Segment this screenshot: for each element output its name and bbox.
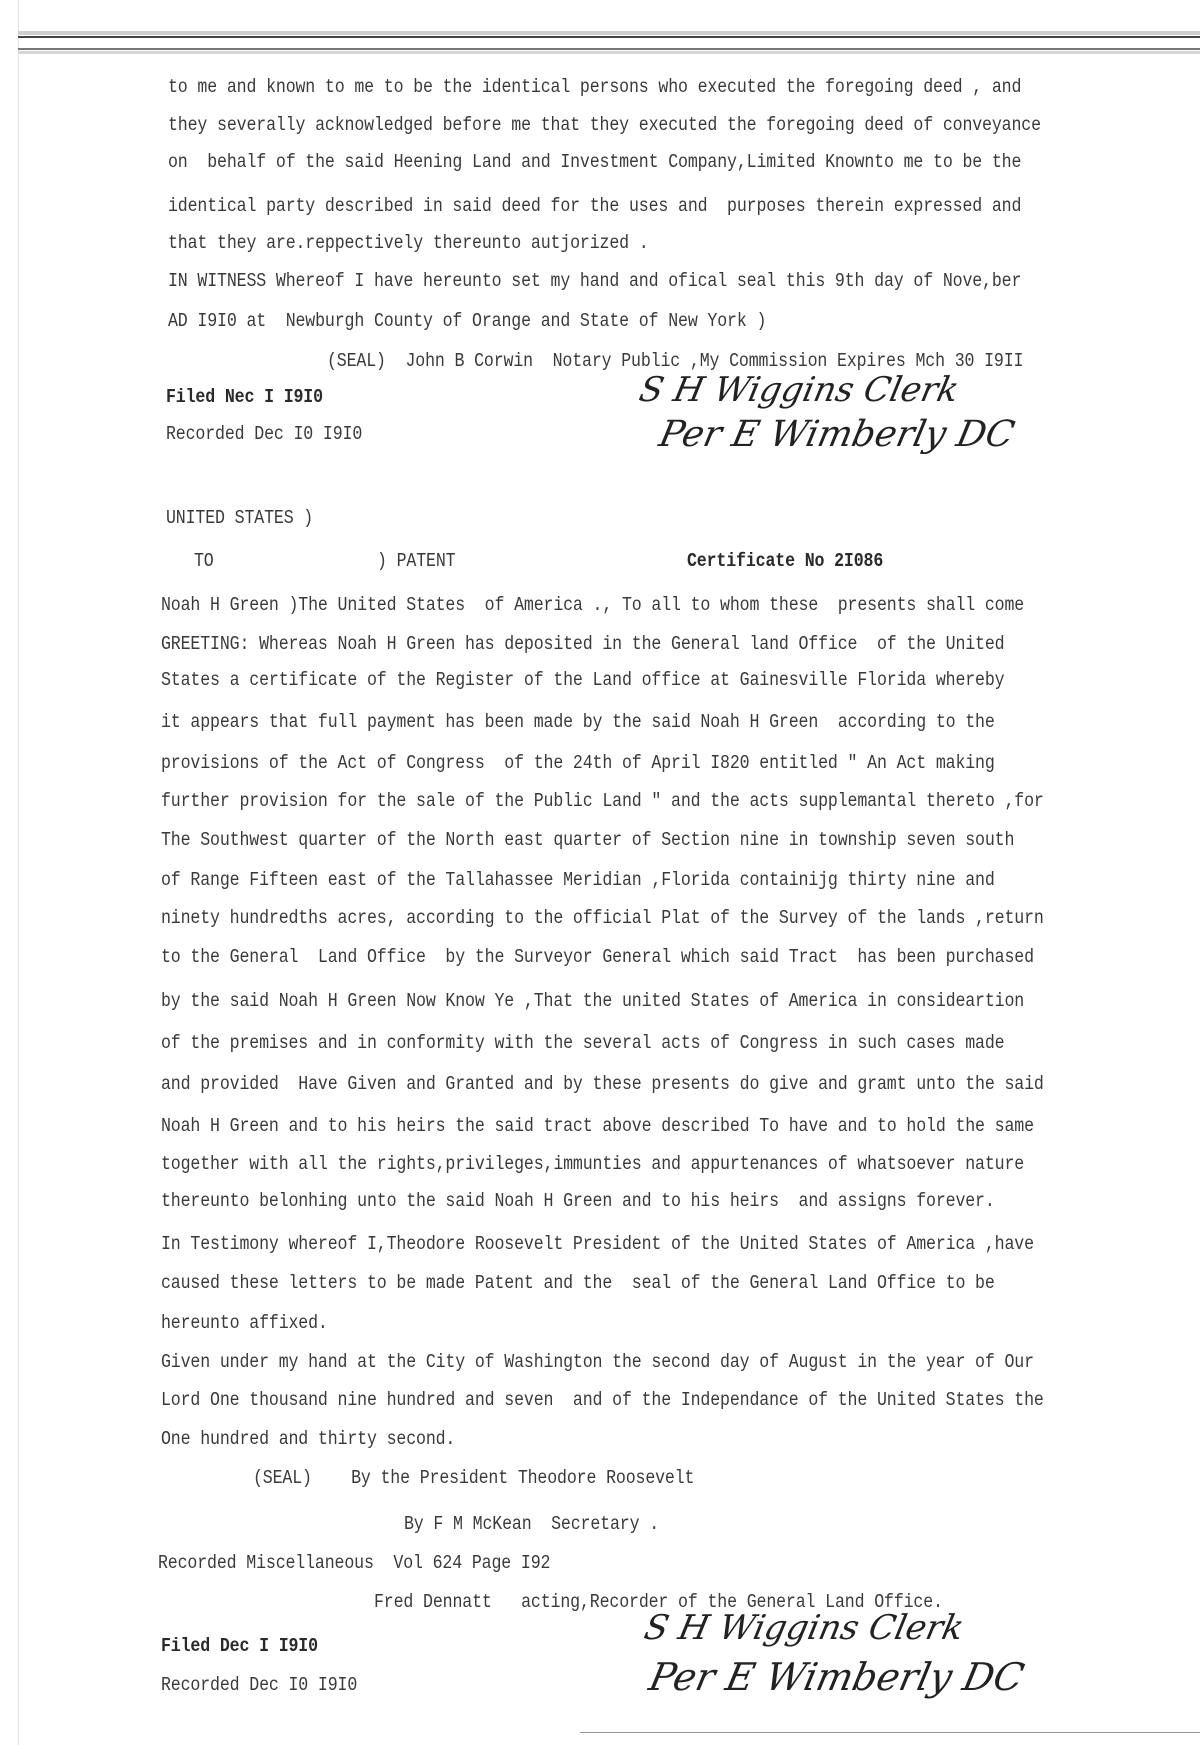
text-line: to the General Land Office by the Surveyor General which said Tract has been purchased (161, 945, 1034, 969)
filed-date: Filed Dec I I9I0 (161, 1634, 318, 1658)
text-line: Noah H Green and to his heirs the said tract above described To have and to hold the same (161, 1114, 1034, 1138)
deputy-signature: Per E Wimberly DC (645, 1655, 1028, 1699)
recorder-line: Fred Dennatt acting,Recorder of the General Land Office. (374, 1590, 943, 1614)
bottom-rule (580, 1732, 1200, 1733)
header-rule-bottom (18, 48, 1200, 50)
text-line: Given under my hand at the City of Washington the second day of August in the year of Our (161, 1350, 1034, 1374)
text-line: IN WITNESS Whereof I have hereunto set my hand and ofical seal this 9th day of Nove,ber (168, 269, 1022, 293)
text-line: they severally acknowledged before me that they executed the foregoing deed of conveyance (168, 113, 1041, 137)
recorded-miscellaneous: Recorded Miscellaneous Vol 624 Page I92 (158, 1551, 551, 1575)
text-line: caused these letters to be made Patent and the seal of the General Land Office to be (161, 1271, 995, 1295)
text-line: States a certificate of the Register of the Land office at Gainesville Florida whereby (161, 668, 1005, 692)
header-rule-top (18, 36, 1200, 38)
text-line: In Testimony whereof I,Theodore Roosevelt President of the United States of America ,have (161, 1232, 1034, 1256)
text-line: ninety hundredths acres, according to the official Plat of the Survey of the lands ,return (161, 906, 1044, 930)
text-line: AD I9I0 at Newburgh County of Orange and State of New York ) (168, 309, 767, 333)
recorded-date: Recorded Dec I0 I9I0 (166, 422, 363, 446)
patent-to: TO (194, 549, 214, 573)
text-line: it appears that full payment has been made by the said Noah H Green according to the (161, 710, 995, 734)
notary-seal-line: (SEAL) John B Corwin Notary Public ,My Commission Expires Mch 30 I9II (327, 349, 1024, 373)
text-line: thereunto belonhing unto the said Noah H Green and to his heirs and assigns forever. (161, 1189, 995, 1213)
clerk-signature: S H Wiggins Clerk (635, 370, 963, 410)
deputy-signature: Per E Wimberly DC (655, 414, 1018, 455)
clerk-signature: S H Wiggins Clerk (640, 1608, 968, 1648)
text-line: to me and known to me to be the identical persons who executed the foregoing deed , and (168, 75, 1022, 99)
page-edge (18, 0, 19, 1745)
certificate-number: Certificate No 2I086 (687, 549, 884, 573)
text-line: and provided Have Given and Granted and by these presents do give and gramt unto the said (161, 1072, 1044, 1096)
text-line: hereunto affixed. (161, 1311, 328, 1335)
text-line: further provision for the sale of the Public Land " and the acts supplemantal thereto ,for (161, 789, 1044, 813)
text-line: of Range Fifteen east of the Tallahassee Meridian ,Florida containijg thirty nine and (161, 868, 995, 892)
text-line: provisions of the Act of Congress of the 24th of April I820 entitled " An Act making (161, 751, 995, 775)
filed-date: Filed Nec I I9I0 (166, 385, 323, 409)
text-line: Noah H Green )The United States of America ., To all to whom these presents shall come (161, 593, 1025, 617)
text-line: together with all the rights,privileges,immunties and appurtenances of whatsoever nature (161, 1152, 1025, 1176)
patent-label: ) PATENT (377, 549, 456, 573)
secretary-line: By F M McKean Secretary . (404, 1512, 660, 1536)
text-line: GREETING: Whereas Noah H Green has deposited in the General land Office of the United (161, 632, 1005, 656)
patent-header-grantor: UNITED STATES ) (166, 506, 314, 530)
text-line: on behalf of the said Heening Land and Investment Company,Limited Knownto me to be the (168, 150, 1022, 174)
text-line: One hundred and thirty second. (161, 1427, 456, 1451)
text-line: The Southwest quarter of the North east quarter of Section nine in township seven south (161, 828, 1015, 852)
recorded-date: Recorded Dec I0 I9I0 (161, 1673, 358, 1697)
text-line: identical party described in said deed for the uses and purposes therein expressed and (168, 194, 1022, 218)
header-rule-shadow (18, 31, 1200, 35)
text-line: by the said Noah H Green Now Know Ye ,That the united States of America in consideartion (161, 989, 1025, 1013)
president-seal-line: (SEAL) By the President Theodore Roosevelt (253, 1466, 695, 1490)
header-rule-shadow-2 (18, 51, 1200, 54)
text-line: that they are.reppectively thereunto autjorized . (168, 231, 649, 255)
text-line: Lord One thousand nine hundred and seven and of the Independance of the United States the (161, 1388, 1044, 1412)
text-line: of the premises and in conformity with the several acts of Congress in such cases made (161, 1031, 1005, 1055)
